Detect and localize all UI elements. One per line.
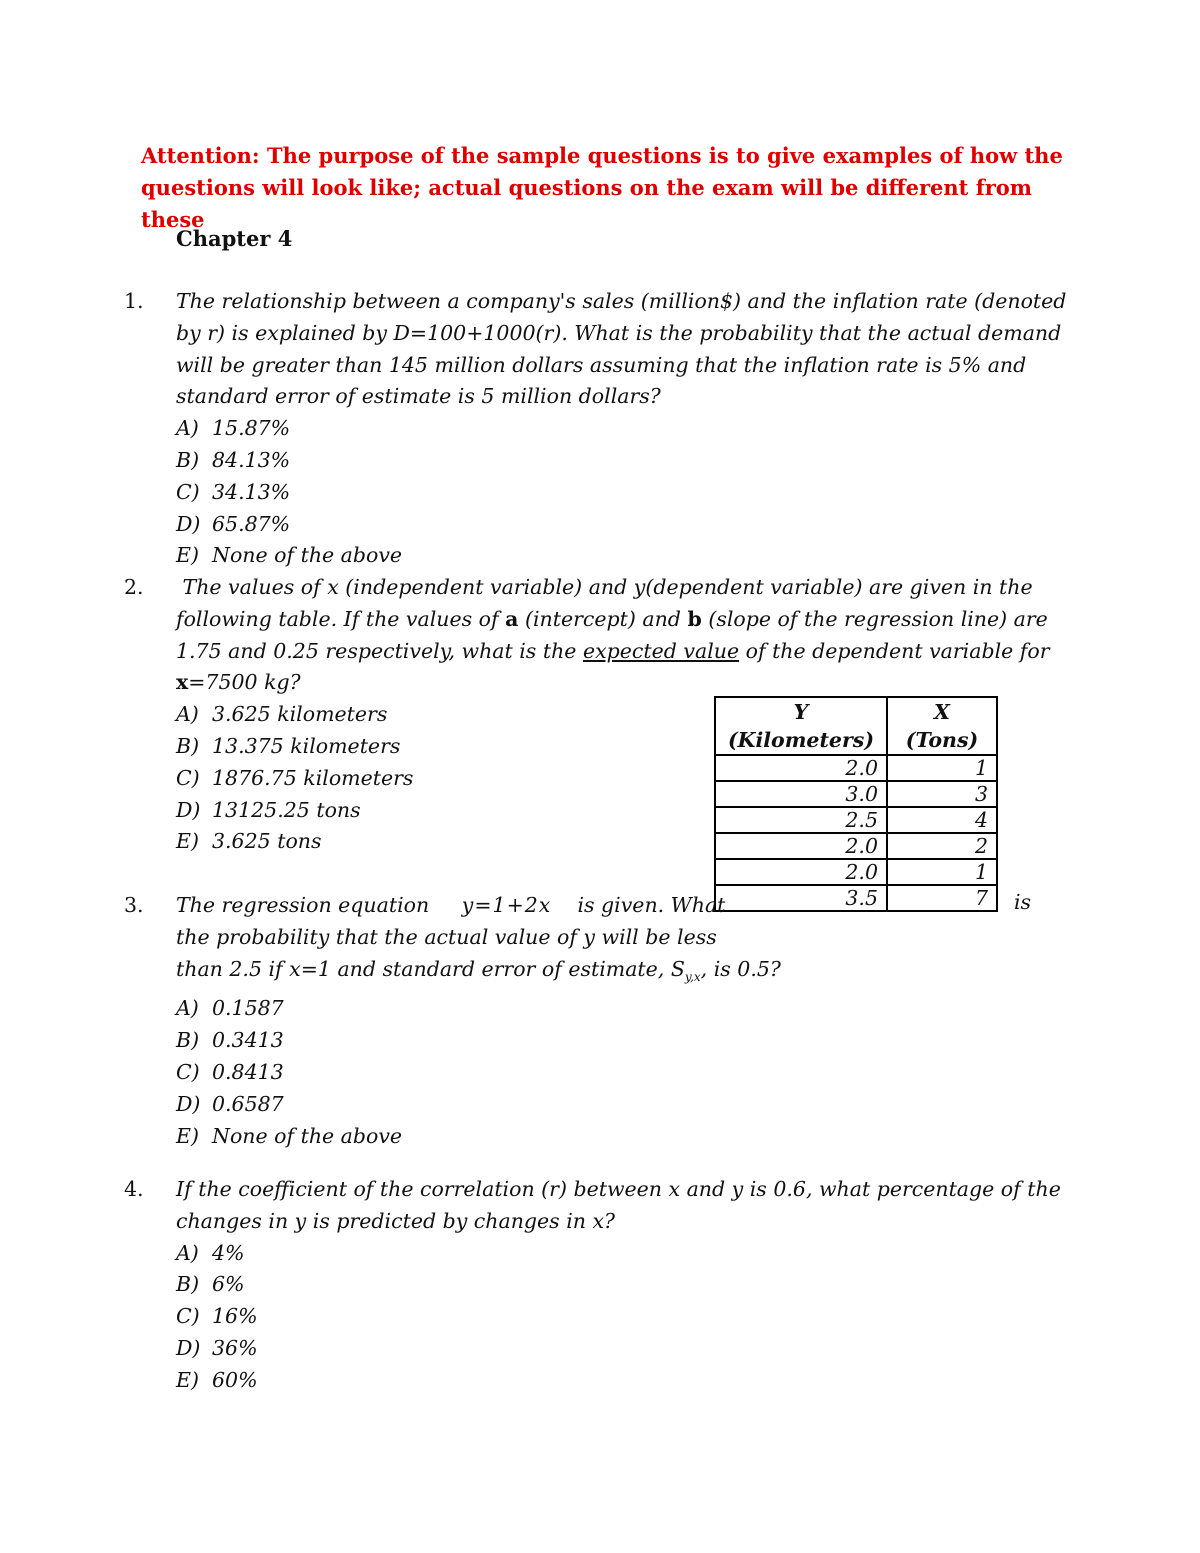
option-b: B) 6%: [176, 1272, 245, 1297]
option-c: C) 1876.75 kilometers: [176, 765, 414, 790]
option-b: B) 0.3413: [176, 1028, 284, 1053]
option-e: E) 60%: [176, 1367, 258, 1392]
table-header-row: [715, 697, 997, 755]
question-text: If the coefficient of the correlation (r) between x and y is 0.6, what percentage of the changes in y is predicted by changes in x?: [176, 1177, 1061, 1233]
question-1: [124, 286, 1074, 572]
option-c: C) 34.13%: [176, 479, 291, 504]
underlined-term: expected value: [582, 638, 740, 663]
question-text: The relationship between a company's sales (million$) and the inflation rate (denoted by r) is explained by D=100+1000(r). What is the probability that the actual demand will be greater than 145 million dollars assuming that the inflation rate is 5% and standard error of estimate is 5 million dollars?: [176, 289, 1067, 409]
question-number: 1.: [124, 289, 144, 313]
table-row: 2.0 2: [715, 833, 997, 859]
option-b: B) 84.13%: [176, 447, 291, 472]
option-a: A) 4%: [176, 1240, 245, 1265]
chapter-heading: Chapter 4: [176, 226, 293, 251]
option-c: C) 16%: [176, 1304, 258, 1329]
table-row: 2.0 1: [715, 859, 997, 885]
option-e: E) None of the above: [176, 1123, 403, 1148]
option-c: C) 0.8413: [176, 1060, 284, 1085]
column-header-y: Y (Kilometers): [715, 697, 887, 755]
option-b: B) 13.375 kilometers: [176, 733, 401, 758]
question-text: The values of x (independent variable) and y(dependent variable) are given in the following table. If the values of a (intercept) and b (slope of the regression line) are 1.75 and 0.25 respectively, what is the expected value of the dependent variable for x=7500 kg?: [176, 575, 1050, 695]
regression-equation: y=1+2x: [461, 893, 552, 917]
option-a: A) 0.1587: [176, 996, 284, 1021]
column-header-x: X (Tons): [887, 697, 997, 755]
question-3-tail-text: is: [1014, 890, 1032, 914]
question-number: 2.: [124, 575, 144, 599]
question-number: 3.: [124, 893, 144, 917]
option-a: A) 15.87%: [176, 416, 291, 441]
question-4: [124, 1174, 1074, 1397]
table-row: 2.0 1: [715, 755, 997, 781]
option-e: E) 3.625 tons: [176, 829, 322, 854]
attention-notice: Attention: The purpose of the sample questions is to give examples of how the questions will look like; actual questions on the exam will be different from these: [141, 143, 1063, 232]
table-row: 2.5 4: [715, 807, 997, 833]
option-d: D) 36%: [176, 1335, 258, 1360]
option-e: E) None of the above: [176, 543, 403, 568]
table-row: 3.0 3: [715, 781, 997, 807]
question-text: The regression equation y=1+2x is given. What: [176, 893, 726, 917]
question-3: 3. The regression equation y=1+2x is given. What the probability that the actual value of y will be less than 2.5 if x=1 and standard error of estimate, $S_{y,x}$, is 0.5? A) 0.1587 B) 0.3413 C) 0.8413 D) 0.6587 E) None of the above: [124, 890, 764, 1152]
option-d: D) 0.6587: [176, 1091, 284, 1116]
option-a: A) 3.625 kilometers: [176, 702, 388, 727]
question-number: 4.: [124, 1177, 144, 1201]
data-table: [714, 696, 998, 912]
option-d: D) 65.87%: [176, 511, 291, 536]
option-d: D) 13125.25 tons: [176, 797, 361, 822]
table-row: 3.5 7: [715, 885, 997, 911]
